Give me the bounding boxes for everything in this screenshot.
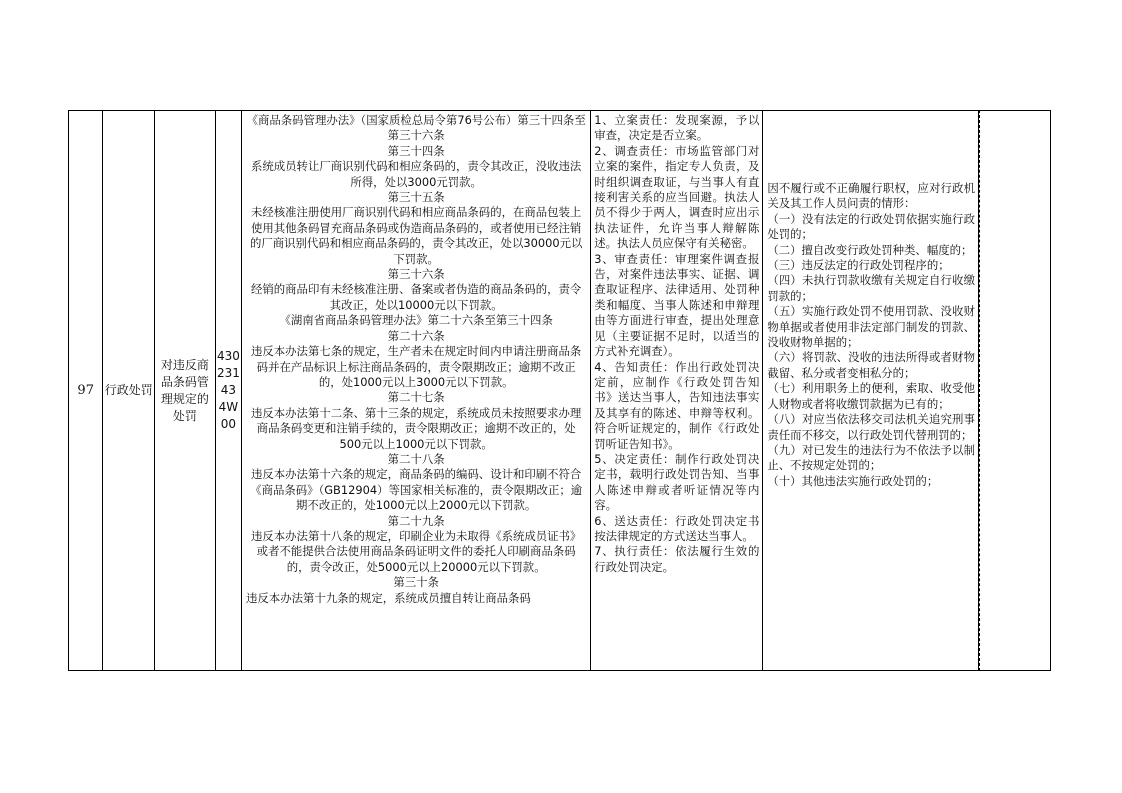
basis-paragraph: 第三十六条 [387, 267, 445, 282]
accountability-item: （五）实施行政处罚不使用罚款、没收财物单据或者使用非法定部门制发的罚款、没收财物单据的； [767, 304, 975, 350]
accountability-item: （十）其他违法实施行政处罚的； [767, 473, 939, 488]
row-number-cell [69, 111, 103, 671]
responsibility-item: 5、决定责任：制作行政处罚决定书，载明行政处罚告知、当事人陈述申辩或者听证情况等内容。 [594, 451, 760, 513]
basis-paragraph: 第二十九条 [387, 513, 445, 528]
responsibility-item: 6、送达责任：行政处罚决定书按法律规定的方式送达当事人。 [594, 513, 760, 543]
item-name: 对违反商品条码管理规定的处罚 [160, 357, 209, 423]
basis-paragraph: 第二十八条 [387, 451, 445, 466]
accountability-cell [763, 111, 979, 671]
basis-paragraph: 违反本办法第七条的规定，生产者未在规定时间内申请注册商品条码并在产品标识上标注商品条码的，责令限期改正；逾期不改正的，处1000元以上3000元以下罚款。 [250, 344, 582, 389]
responsibility-item: 7、执行责任：依法履行生效的行政处罚决定。 [594, 544, 760, 574]
basis-paragraph: 经销的商品印有未经核准注册、备案或者伪造的商品条码的，责令其改正，处以10000元以下罚款。 [250, 282, 582, 312]
table-row [69, 111, 979, 671]
responsibility-list [591, 111, 762, 575]
power-category-cell [103, 111, 155, 671]
power-category: 行政处罚 [104, 383, 153, 397]
legal-basis-text [242, 111, 590, 606]
basis-paragraph: 系统成员转让厂商识别代码和相应条码的，责令其改正，没收违法所得，处以3000元罚款。 [250, 159, 582, 189]
basis-paragraph: 违反本办法第十二条、第十三条的规定，系统成员未按照要求办理商品条码变更和注销手续的，责令限期改正；逾期不改正的，处500元以上1000元以下罚款。 [250, 405, 582, 451]
accountability-item: （九）对已发生的违法行为不依法予以制止、不按规定处罚的； [767, 442, 975, 473]
basis-paragraph: 未经核准注册使用厂商识别代码和相应商品条码的，在商品包装上使用其他条码冒充商品条码或伪造商品条码的，或者使用已经注销的厂商识别代码和相应商品条码的，责令其改正，处以30000元以下罚款。 [249, 205, 583, 266]
row-number: 97 [77, 383, 94, 398]
basis-paragraph: 《商品条码管理办法》（国家质检总局令第76号公布）第三十四条至第三十六条 [246, 113, 586, 143]
basis-paragraph: 违反本办法第十八条的规定，印刷企业为未取得《系统成员证书》或者不能提供合法使用商品条码证明文件的委托人印刷商品条码的，责令改正，处5000元以上20000元以下罚款。 [250, 528, 582, 574]
responsibility-item: 1、立案责任：发现案源，予以审查，决定是否立案。 [594, 113, 760, 143]
basis-paragraph: 第三十四条 [387, 143, 445, 158]
item-name-cell [155, 111, 216, 671]
power-list-table [68, 110, 979, 671]
accountability-list [763, 111, 978, 489]
remarks-column-border [979, 110, 1051, 671]
accountability-item: （三）违反法定的行政处罚程序的； [767, 258, 950, 273]
responsibility-item: 3、审查责任：审理案件调查报告，对案件违法事实、证据、调查取证程序、法律适用、处罚种类和幅度、当事人陈述和申辩理由等方面进行审查，提出处理意见（主要证据不足时，以适当的方式补充调查）。 [594, 251, 760, 359]
basis-paragraph: 第三十条 [393, 575, 439, 590]
basis-paragraph: 第二十七条 [387, 390, 445, 405]
accountability-item: （四）未执行罚款收缴有关规定自行收缴罚款的； [767, 273, 975, 303]
accountability-item: （二）擅自改变行政处罚种类、幅度的； [767, 242, 973, 257]
basis-paragraph: 违反本办法第十六条的规定，商品条码的编码、设计和印刷不符合《商品条码》（GB12904）等国家相关标准的，责令限期改正；逾期不改正的，处1000元以上2000元以下罚款。 [250, 467, 583, 513]
accountability-item: （一）没有法定的行政处罚依据实施行政处罚的； [767, 211, 975, 242]
accountability-item: （八）对应当依法移交司法机关追究刑事责任而不移交，以行政处罚代替刑罚的； [767, 412, 975, 442]
basis-paragraph: 违反本办法第十九条的规定，系统成员擅自转让商品条码 [246, 590, 531, 605]
legal-basis-cell [242, 111, 591, 671]
item-code-cell [215, 111, 241, 671]
responsibility-cell [591, 111, 763, 671]
item-code: 43023143 4W00 [216, 349, 240, 431]
accountability-item: （六）将罚款、没收的违法所得或者财物截留、私分或者变相私分的； [767, 350, 975, 380]
basis-paragraph: 第二十六条 [387, 328, 445, 343]
accountability-item: 因不履行或不正确履行职权，应对行政机关及其工作人员问责的情形： [767, 181, 975, 211]
responsibility-item: 4、告知责任：作出行政处罚决定前，应制作《行政处罚告知书》送达当事人，告知违法事实及其享有的陈述、申辩等权利。符合听证规定的，制作《行政处罚听证告知书》。 [594, 359, 760, 451]
basis-paragraph: 第三十五条 [387, 190, 445, 205]
responsibility-item: 2、调查责任：市场监管部门对立案的案件，指定专人负责，及时组织调查取证，与当事人有直接利害关系的应当回避。执法人员不得少于两人，调查时应出示执法证件，允许当事人辩解陈述。执法人员应保守有关秘密。 [594, 143, 760, 251]
basis-paragraph: 《湖南省商品条码管理办法》第二十六条至第三十四条 [279, 313, 553, 328]
accountability-item: （七）利用职务上的便利，索取、收受他人财物或者将收缴罚款据为已有的； [767, 381, 975, 411]
